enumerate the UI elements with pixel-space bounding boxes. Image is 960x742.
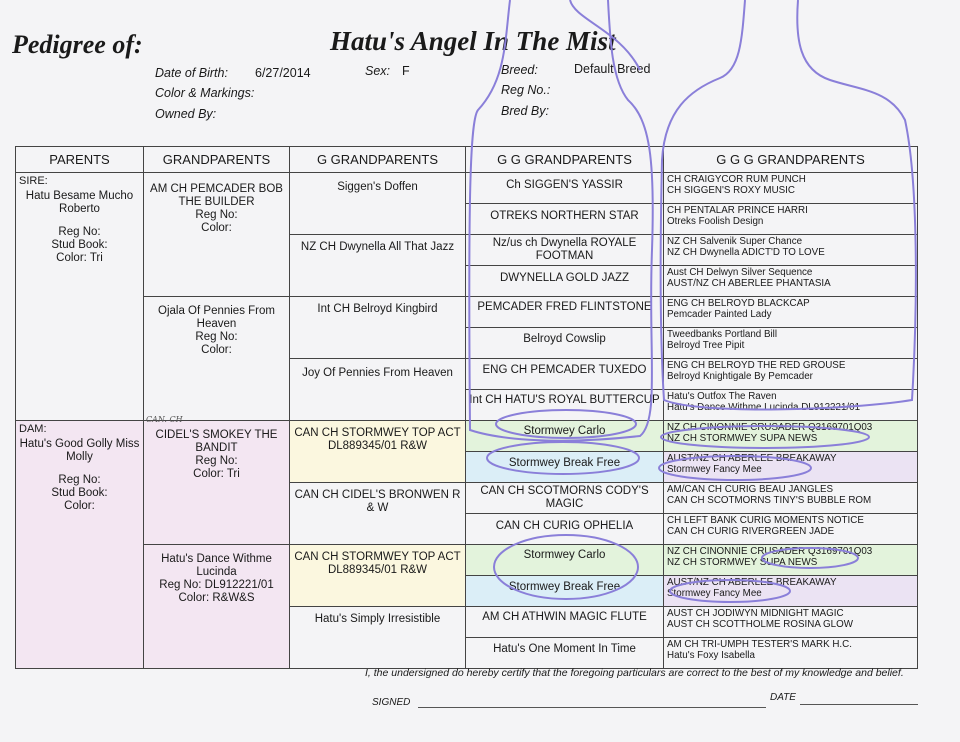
- ggg-name: CH PENTALAR PRINCE HARRI: [667, 205, 808, 216]
- ggg-grandparent-pair-5: [664, 297, 918, 328]
- ggg-name: CH LEFT BANK CURIG MOMENTS NOTICE: [667, 515, 864, 526]
- color-markings-label: Color & Markings:: [155, 86, 255, 100]
- g-grandparent-1: Siggen's Doffen: [290, 173, 466, 235]
- dam-reg: Reg No:: [58, 474, 101, 486]
- gg-grandparent-9: Stormwey Carlo: [466, 421, 664, 452]
- ggg-name: Hatu's Dance Withme Lucinda DL912221/01: [667, 402, 861, 413]
- grandparent-color: Color: Tri: [193, 468, 240, 480]
- ggg-name: CH CRAIGYCOR RUM PUNCH: [667, 174, 806, 185]
- ggg-name: AM/CAN CH CURIG BEAU JANGLES: [667, 484, 834, 495]
- sire-cell: [16, 173, 144, 421]
- gg-grandparent-3: Nz/us ch Dwynella ROYALE FOOTMAN: [466, 235, 664, 266]
- col-ggg-grandparents: G G G GRANDPARENTS: [664, 147, 918, 173]
- ggg-name: Aust CH Delwyn Silver Sequence: [667, 267, 813, 278]
- reg-no-label: Reg No.:: [501, 83, 551, 97]
- ggg-name: ENG CH BELROYD BLACKCAP: [667, 298, 810, 309]
- ggg-name: CH SIGGEN'S ROXY MUSIC: [667, 185, 795, 196]
- ggg-name: AM CH TRI-UMPH TESTER'S MARK H.C.: [667, 639, 852, 650]
- g-grandparent-7: CAN CH STORMWEY TOP ACT DL889345/01 R&W: [290, 545, 466, 607]
- grandparent-name: AM CH PEMCADER BOB THE BUILDER: [150, 183, 283, 208]
- ggg-name: Otreks Foolish Design: [667, 216, 764, 227]
- sire-name: Hatu Besame Mucho Roberto: [25, 190, 134, 215]
- ggg-grandparent-pair-1: [664, 173, 918, 204]
- pedigree-table: [15, 146, 918, 669]
- sire-label: SIRE:: [19, 175, 48, 187]
- grandparent-reg: Reg No:: [195, 455, 238, 467]
- ggg-name: Hatu's Outfox The Raven: [667, 391, 777, 402]
- ggg-grandparent-pair-14: [664, 576, 918, 607]
- ggg-name: NZ CH Salvenik Super Chance: [667, 236, 803, 247]
- ggg-grandparent-pair-15: [664, 607, 918, 638]
- ggg-grandparent-pair-10: [664, 452, 918, 483]
- col-gg-grandparents: G G GRANDPARENTS: [466, 147, 664, 173]
- ggg-grandparent-pair-2: [664, 204, 918, 235]
- certification-text: I, the undersigned do hereby certify that the foregoing particulars are correct to the best of my knowledge and belief.: [365, 667, 904, 679]
- ggg-name: CAN CH CURIG RIVERGREEN JADE: [667, 526, 835, 537]
- grandparent-color: Color: R&W&S: [178, 592, 255, 604]
- ggg-grandparent-pair-13: [664, 545, 918, 576]
- dam-color: Color:: [64, 500, 95, 512]
- grandparent-color: Color:: [201, 344, 232, 356]
- g-grandparent-4: Joy Of Pennies From Heaven: [290, 359, 466, 421]
- grandparent-2: [144, 297, 290, 421]
- sex-label: Sex:: [365, 64, 391, 78]
- ggg-name: Hatu's Foxy Isabella: [667, 650, 755, 661]
- ggg-name: AUST/NZ CH ABERLEE BREAKAWAY: [667, 577, 837, 588]
- dob-value: 6/27/2014: [255, 66, 311, 80]
- ggg-name: Tweedbanks Portland Bill: [667, 329, 778, 340]
- g-grandparent-6: CAN CH CIDEL'S BRONWEN R & W: [290, 483, 466, 545]
- ggg-grandparent-pair-9: [664, 421, 918, 452]
- ggg-name: AUST/NZ CH ABERLEE PHANTASIA: [667, 278, 831, 289]
- gg-grandparent-11: CAN CH SCOTMORNS CODY'S MAGIC: [466, 483, 664, 514]
- handwritten-annotation: CAN. CH: [146, 415, 183, 424]
- dam-cell: [16, 421, 144, 669]
- ggg-grandparent-pair-8: [664, 390, 918, 421]
- ggg-name: NZ CH CINONNIE CRUSADER Q3169701Q03: [667, 422, 873, 433]
- bred-by-label: Bred By:: [501, 104, 549, 118]
- signed-label: SIGNED: [372, 697, 411, 708]
- gg-grandparent-8: Int CH HATU'S ROYAL BUTTERCUP: [466, 390, 664, 421]
- ggg-name: NZ CH STORMWEY SUPA NEWS: [667, 557, 818, 568]
- grandparent-reg: Reg No:: [195, 209, 238, 221]
- gg-grandparent-12: CAN CH CURIG OPHELIA: [466, 514, 664, 545]
- gg-grandparent-15: AM CH ATHWIN MAGIC FLUTE: [466, 607, 664, 638]
- ggg-name: NZ CH Dwynella ADICT'D TO LOVE: [667, 247, 825, 258]
- ggg-name: Stormwey Fancy Mee: [667, 464, 762, 475]
- grandparent-color: Color:: [201, 222, 232, 234]
- ggg-grandparent-pair-7: [664, 359, 918, 390]
- dob-label: Date of Birth:: [155, 66, 228, 80]
- gg-grandparent-5: PEMCADER FRED FLINTSTONE: [466, 297, 664, 328]
- g-grandparent-2: NZ CH Dwynella All That Jazz: [290, 235, 466, 297]
- col-grandparents: GRANDPARENTS: [144, 147, 290, 173]
- grandparent-reg: Reg No: DL912221/01: [159, 579, 274, 591]
- grandparent-name: Ojala Of Pennies From Heaven: [158, 305, 275, 330]
- gg-grandparent-10: Stormwey Break Free: [466, 452, 664, 483]
- signature-line[interactable]: [418, 707, 766, 708]
- g-grandparent-3: Int CH Belroyd Kingbird: [290, 297, 466, 359]
- ggg-name: Stormwey Fancy Mee: [667, 588, 762, 599]
- col-parents: PARENTS: [16, 147, 144, 173]
- grandparent-name: Hatu's Dance Withme Lucinda: [161, 553, 272, 578]
- sire-color: Color: Tri: [56, 252, 103, 264]
- gg-grandparent-2: OTREKS NORTHERN STAR: [466, 204, 664, 235]
- pedigree-label: Pedigree of:: [12, 30, 143, 59]
- breed-value: Default Breed: [574, 62, 651, 76]
- ggg-grandparent-pair-11: [664, 483, 918, 514]
- grandparent-4: [144, 545, 290, 669]
- ggg-name: AUST CH JODIWYN MIDNIGHT MAGIC: [667, 608, 844, 619]
- breed-label: Breed:: [501, 63, 538, 77]
- gg-grandparent-6: Belroyd Cowslip: [466, 328, 664, 359]
- ggg-grandparent-pair-3: [664, 235, 918, 266]
- gg-grandparent-16: Hatu's One Moment In Time: [466, 638, 664, 669]
- ggg-grandparent-pair-12: [664, 514, 918, 545]
- date-label: DATE: [770, 692, 796, 703]
- ggg-name: Belroyd Knightigale By Pemcader: [667, 371, 813, 382]
- gg-grandparent-1: Ch SIGGEN'S YASSIR: [466, 173, 664, 204]
- ggg-name: NZ CH STORMWEY SUPA NEWS: [667, 433, 818, 444]
- ggg-name: CAN CH SCOTMORNS TINY'S BUBBLE ROM: [667, 495, 872, 506]
- g-grandparent-5: CAN CH STORMWEY TOP ACT DL889345/01 R&W: [290, 421, 466, 483]
- sex-value: F: [402, 64, 410, 78]
- grandparent-3: [144, 415, 290, 545]
- dog-name: Hatu's Angel In The Mist: [330, 26, 616, 56]
- g-grandparent-8: Hatu's Simply Irresistible: [290, 607, 466, 669]
- ggg-name: NZ CH CINONNIE CRUSADER Q3169701Q03: [667, 546, 873, 557]
- sire-stud: Stud Book:: [51, 239, 108, 251]
- date-line[interactable]: [800, 704, 918, 705]
- col-g-grandparents: G GRANDPARENTS: [290, 147, 466, 173]
- grandparent-name: CIDEL'S SMOKEY THE BANDIT: [155, 429, 278, 454]
- ggg-name: Pemcader Painted Lady: [667, 309, 772, 320]
- dam-stud: Stud Book:: [51, 487, 108, 499]
- ggg-grandparent-pair-16: [664, 638, 918, 669]
- gg-grandparent-4: DWYNELLA GOLD JAZZ: [466, 266, 664, 297]
- ggg-name: AUST CH SCOTTHOLME ROSINA GLOW: [667, 619, 853, 630]
- sire-reg: Reg No:: [58, 226, 101, 238]
- dam-label: DAM:: [19, 423, 47, 435]
- dam-name: Hatu's Good Golly Miss Molly: [19, 438, 140, 463]
- ggg-name: AUST/NZ CH ABERLEE BREAKAWAY: [667, 453, 837, 464]
- gg-grandparent-14: Stormwey Break Free: [466, 576, 664, 607]
- ggg-grandparent-pair-6: [664, 328, 918, 359]
- owned-by-label: Owned By:: [155, 107, 217, 121]
- grandparent-reg: Reg No:: [195, 331, 238, 343]
- ggg-name: Belroyd Tree Pipit: [667, 340, 745, 351]
- gg-grandparent-7: ENG CH PEMCADER TUXEDO: [466, 359, 664, 390]
- gg-grandparent-13: Stormwey Carlo: [466, 545, 664, 576]
- ggg-name: ENG CH BELROYD THE RED GROUSE: [667, 360, 846, 371]
- grandparent-1: [144, 173, 290, 297]
- ggg-grandparent-pair-4: [664, 266, 918, 297]
